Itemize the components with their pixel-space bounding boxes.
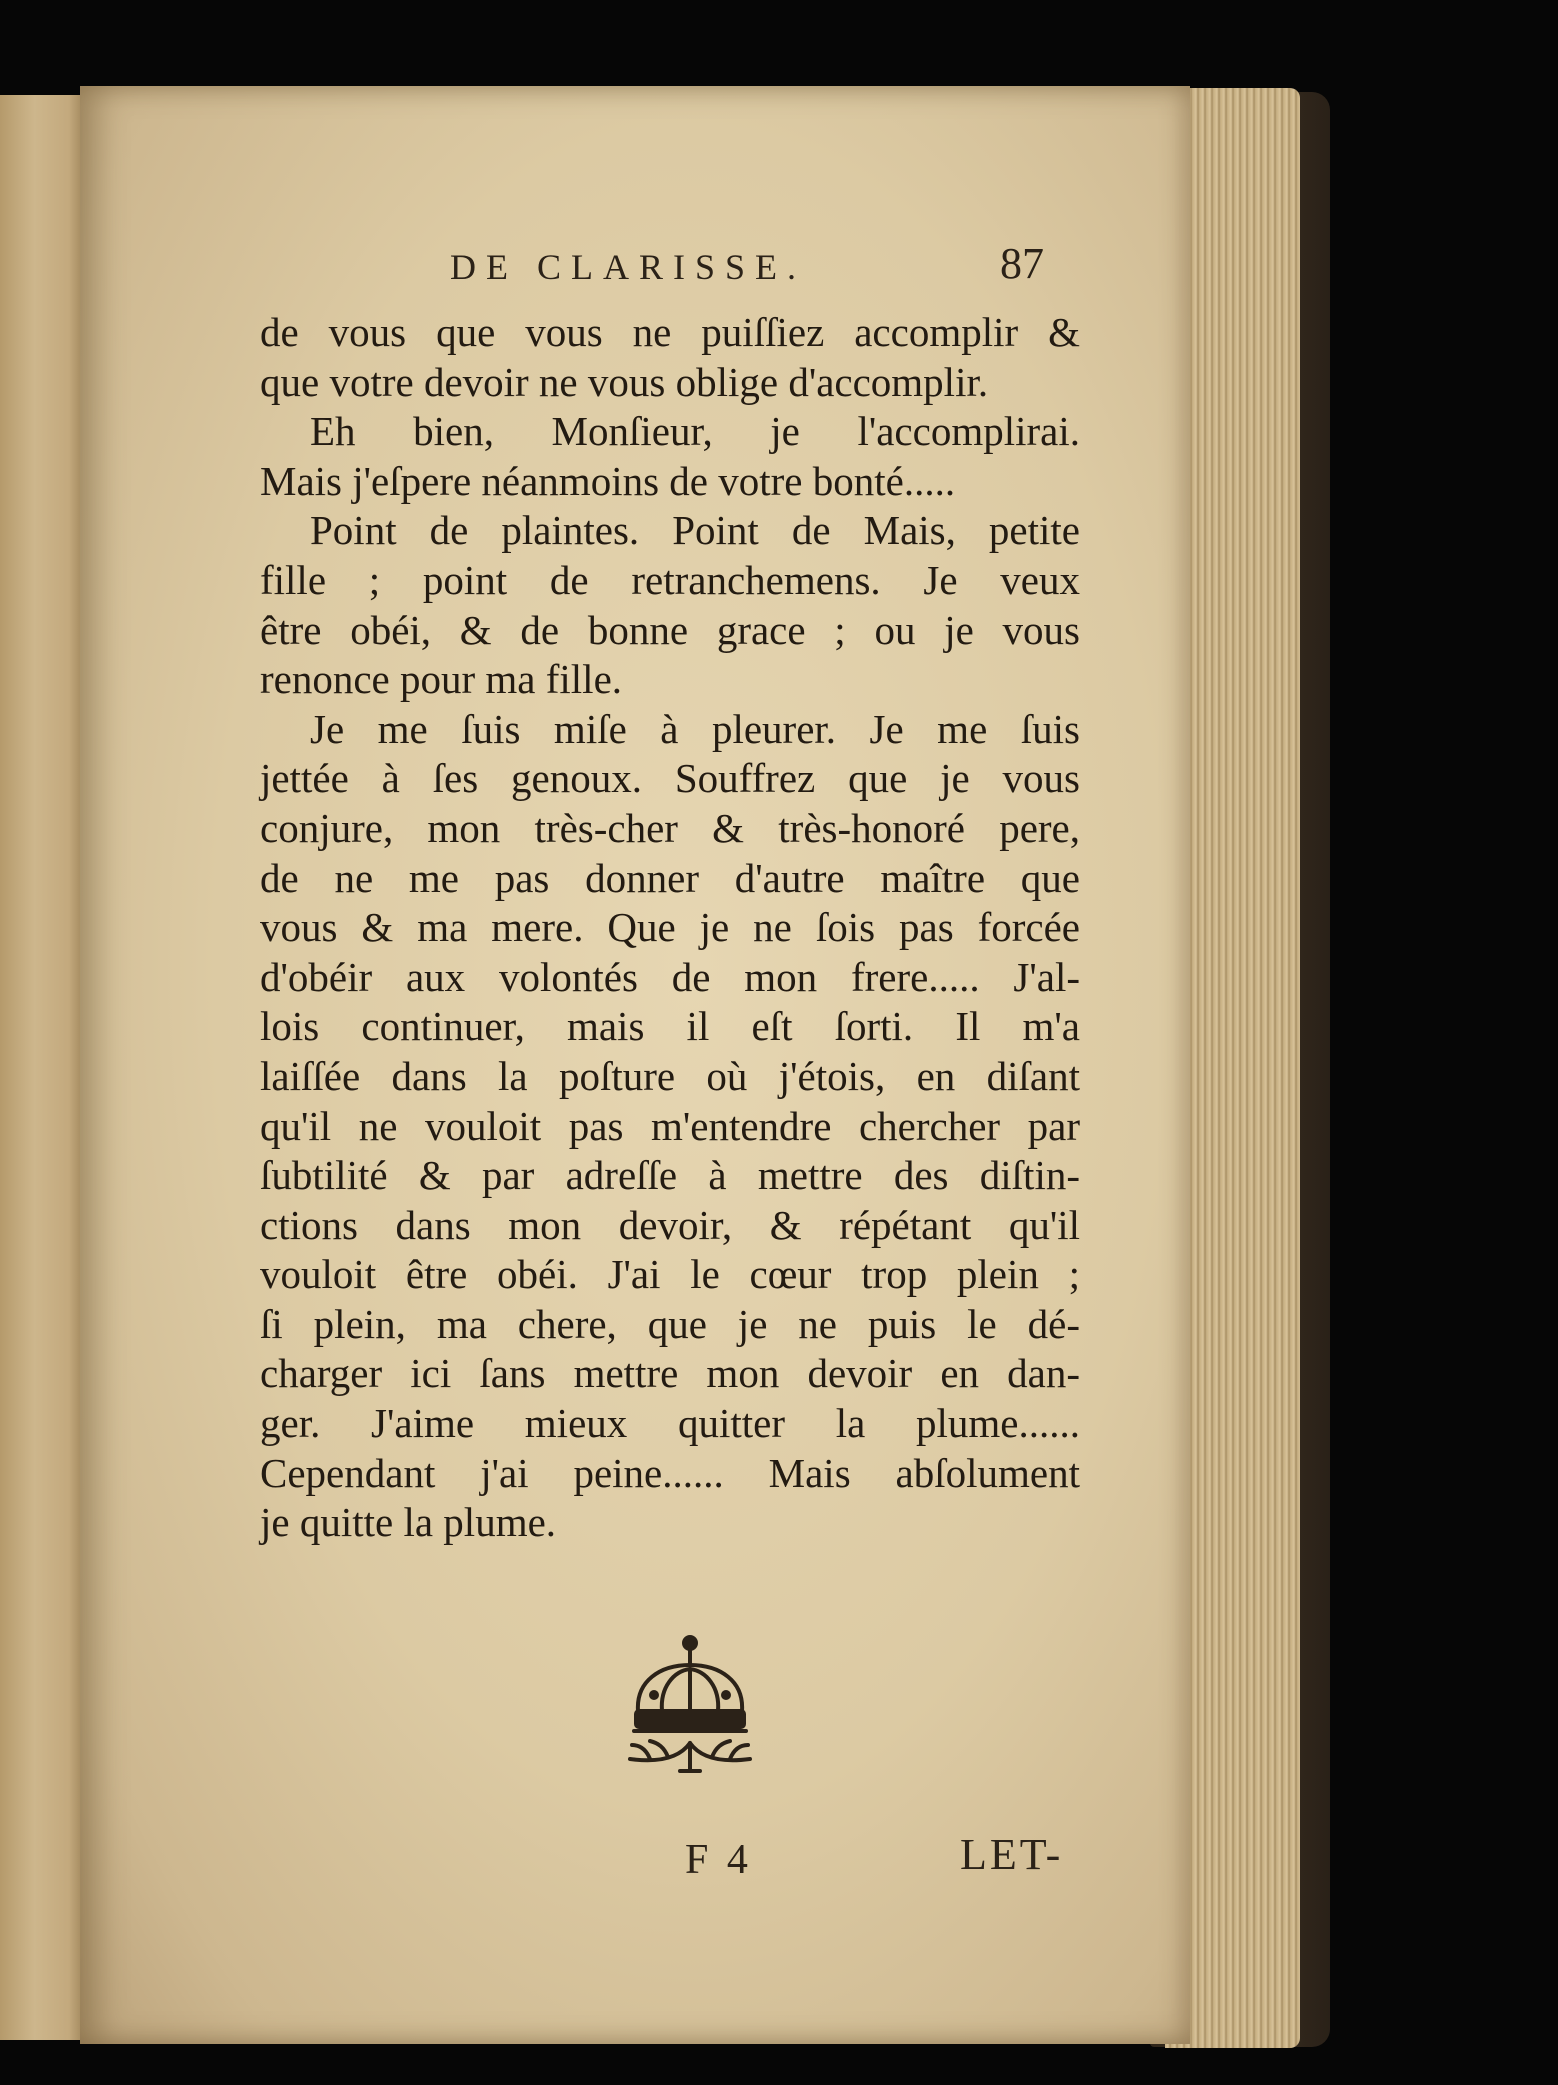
text-line: je quitte la plume. (260, 1499, 557, 1546)
text-line: être obéi, & de bonne grace ; ou je vous (260, 606, 1080, 653)
text-line: Mais j'eſpere néanmoins de votre bonté..... (260, 457, 956, 504)
text-line: que votre devoir ne vous oblige d'accomplir. (260, 358, 989, 405)
text-line: conjure, mon très-cher & très-honoré pere, (260, 804, 1080, 851)
text-line: Point de plaintes. Point de Mais, petite (310, 507, 1080, 554)
body-text (260, 308, 1080, 1548)
text-line: laiſſée dans la poſture où j'étois, en diſant (260, 1052, 1080, 1099)
text-line: fille ; point de retranchemens. Je veux (260, 556, 1080, 603)
text-line: jettée à ſes genoux. Souffrez que je vous (260, 755, 1080, 802)
text-line: qu'il ne vouloit pas m'entendre chercher par (260, 1102, 1080, 1149)
text-line: ctions dans mon devoir, & répétant qu'il (260, 1201, 1080, 1248)
text-line: Je me ſuis miſe à pleurer. Je me ſuis (310, 705, 1080, 752)
text-line: lois continuer, mais il eſt ſorti. Il m'a (260, 1003, 1080, 1050)
left-facing-page-edge (0, 95, 88, 2040)
text-line: de vous que vous ne puiſſiez accomplir & (260, 309, 1080, 355)
crown-ornament-icon (610, 1631, 770, 1781)
text-line: de ne me pas donner d'autre maître que (260, 854, 1080, 901)
text-line: ger. J'aime mieux quitter la plume...... (260, 1400, 1080, 1447)
text-line: charger ici ſans mettre mon devoir en dan- (260, 1350, 1080, 1397)
text-line: renonce pour ma fille. (260, 656, 623, 703)
text-line: d'obéir aux volontés de mon frere..... J'al- (260, 953, 1080, 1000)
page-number: 87 (1000, 239, 1044, 288)
running-head: DE CLARISSE. (450, 247, 807, 287)
text-line: vous & ma mere. Que je ne ſois pas forcée (260, 904, 1080, 951)
book-page (80, 86, 1190, 2044)
text-line: Cependant j'ai peine...... Mais abſolument (260, 1449, 1080, 1496)
text-line: vouloit être obéi. J'ai le cœur trop plein ; (260, 1251, 1080, 1298)
text-line: Eh bien, Monſieur, je l'accomplirai. (310, 408, 1080, 455)
text-line: ſi plein, ma chere, que je ne puis le dé- (260, 1300, 1080, 1347)
signature-mark: F 4 (685, 1837, 752, 1883)
catchword: LET- (960, 1830, 1064, 1879)
text-line: ſubtilité & par adreſſe à mettre des diſtin- (260, 1152, 1080, 1199)
